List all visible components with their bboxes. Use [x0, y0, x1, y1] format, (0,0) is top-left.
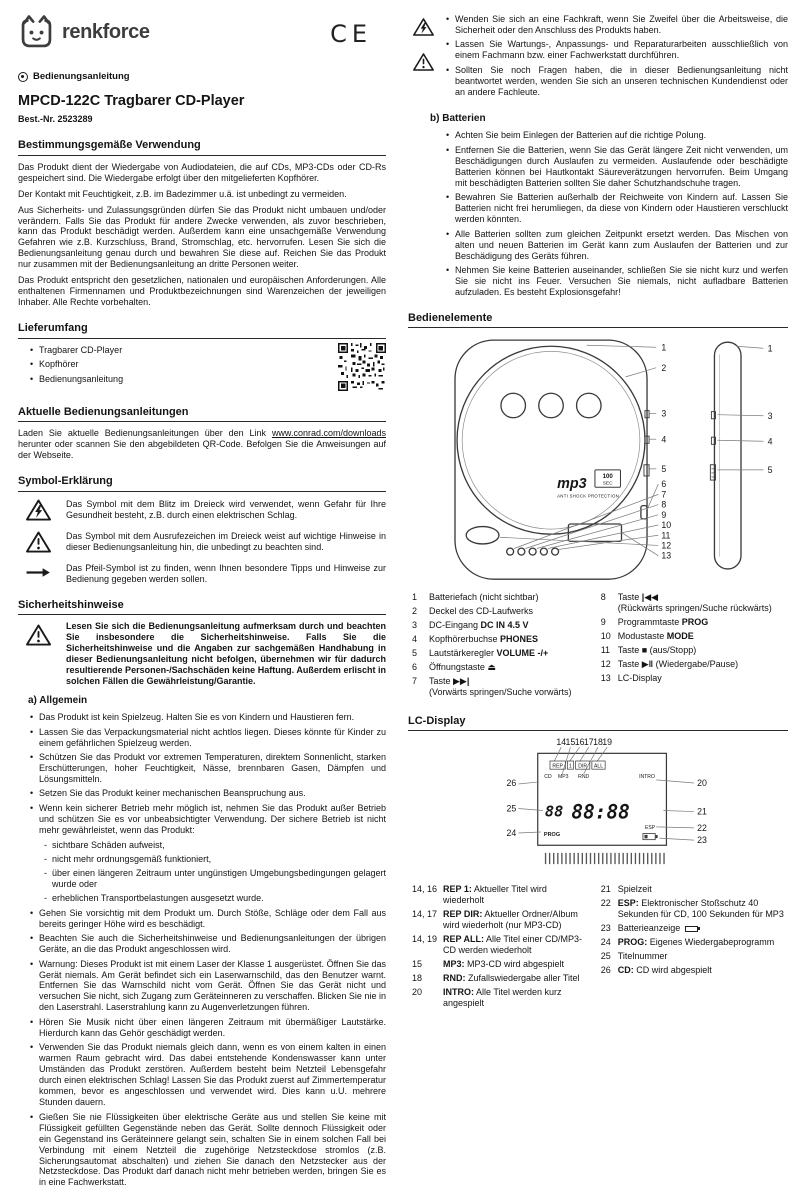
leader-lines [500, 346, 658, 556]
sub-bullet-item: - über einen längeren Zeitraum unter ungünstigen Umgebungsbedingungen gelagert wurde oder [44, 868, 386, 890]
paragraph: Aus Sicherheits- und Zulassungsgründen dürfen Sie das Produkt nicht umbauen und/oder verändern. Falls Sie das Produkt für andere Zwecke verwenden, als zuvor beschrieben, kann das Produkt beschädigt werden. Außerdem kann eine unsachgemäße Verwendung Gefahren wie z.B. Kurzschluss, Brand, Stromschlag, etc. hervorrufen. Lesen Sie sich die Bedienungsanleitung genau durch und bewahren Sie diese auf. Reichen Sie das Produkt nur zusammen mit der Bedienungsanleitung an dritte Personen weiter. [18, 204, 386, 270]
mp3-logo: mp3 [557, 476, 587, 493]
display-item [412, 884, 589, 906]
display-item [601, 898, 788, 920]
display-item-label: Batterieanzeige [618, 923, 788, 934]
callout: 11 [661, 530, 671, 541]
doc-type-label: Bedienungsanleitung [33, 71, 130, 82]
part-number: 8 [600, 591, 606, 602]
callout: 12 [661, 540, 672, 551]
display-item [601, 923, 788, 934]
lcd-right-callouts [697, 778, 707, 845]
bullet-item: • Nehmen Sie keine Batterien auseinander, schließen Sie sie nicht kurz und werfen Sie sie nicht ins Feuer. Versuchen Sie niemals, nicht aufladbare Batterien aufzuladen. Es besteht Explosionsgefahr! [446, 265, 788, 298]
display-item-number: 25 [600, 950, 611, 961]
bullet-item: • Setzen Sie das Produkt keiner mechanischen Beanspruchung aus. [30, 788, 386, 799]
callout: 21 [697, 806, 707, 817]
callout: 17 [583, 737, 594, 748]
callout: 1 [767, 343, 773, 354]
bullet-item: • Schützen Sie das Produkt vor extremen Temperaturen, direktem Sonnenlicht, starken Erschütterungen, hoher Feuchtigkeit, Nässe, brennbaren Gasen, Dämpfen und Lösungsmitteln. [30, 752, 386, 785]
exclamation-triangle-icon [412, 52, 435, 72]
section-safety [18, 599, 386, 1189]
safety-continued [408, 14, 788, 105]
callout: 26 [506, 777, 517, 788]
badge-100: 100 [602, 473, 613, 481]
badge-sec: SEC [602, 481, 613, 487]
safety-intro [20, 621, 386, 687]
warning-icon-gutter [408, 14, 438, 105]
callout: 18 [593, 737, 603, 748]
delivery-list [30, 345, 328, 388]
subheading-general: a) Allgemein [28, 694, 88, 706]
callout: 14 [556, 737, 567, 748]
display-item-label: ESP: Elektronischer Stoßschutz 40 Sekunden für CD, 100 Sekunden für MP3 [617, 897, 784, 919]
part-label: Lautstärkeregler VOLUME -/+ [429, 647, 549, 658]
parts-list [412, 592, 788, 701]
part-item [601, 617, 788, 628]
doc-type-line [18, 71, 386, 83]
safety-general-list-2 [30, 908, 386, 1189]
section-heading: LC-Display [408, 715, 788, 731]
part-number: 12 [600, 658, 611, 669]
callout: 15 [565, 737, 576, 748]
lcd-left-callouts [507, 778, 517, 838]
section-heading: Bedienelemente [408, 312, 788, 328]
callout: 7 [661, 489, 667, 500]
manuals-text [18, 428, 386, 461]
safety-general-list [30, 712, 386, 836]
callout: 10 [661, 520, 672, 531]
part-label: Deckel des CD-Laufwerks [429, 605, 534, 616]
list-item: • Kopfhörer [30, 359, 328, 370]
lightning-triangle-icon [25, 498, 52, 522]
header [18, 14, 386, 51]
display-item-label: REP ALL: Alle Titel einer CD/MP3-CD werden wiederholt [443, 933, 583, 955]
manuals-text-before: Laden Sie aktuelle Bedienungsanleitungen über den Link [18, 428, 272, 439]
part-item [412, 620, 589, 631]
bullet-item: • Bewahren Sie Batterien außerhalb der Reichweite von Kindern auf. Lassen Sie Batterien nicht frei herumliegen, da diese von Kindern oder Haustieren verschluckt werden könnten. [446, 192, 788, 225]
section-intended-use [18, 139, 386, 308]
paragraph: Der Kontakt mit Feuchtigkeit, z.B. im Badezimmer u.ä. ist unbedingt zu vermeiden. [18, 188, 347, 199]
display-item-number: 24 [600, 936, 611, 947]
bullet-item: • Achten Sie beim Einlegen der Batterien auf die richtige Polung. [446, 130, 788, 141]
intro-indicator: INTRO [639, 773, 655, 780]
section-heading: Lieferumfang [18, 322, 386, 338]
display-item-number: 20 [412, 986, 423, 997]
paragraph: Das Produkt dient der Wiedergabe von Audiodateien, die auf CDs, MP3-CDs oder CD-Rs gespeichert sind. Die Wiedergabe erfolgt über den mitgelieferten Kopfhörer. [18, 161, 386, 183]
bullet-item: • Das Produkt ist kein Spielzeug. Halten Sie es von Kindern und Haustieren fern. [30, 712, 386, 723]
order-number: Best.-Nr. 2523289 [18, 114, 93, 125]
display-item-number: 23 [600, 922, 611, 933]
language-icon [18, 72, 28, 82]
side-view [710, 343, 741, 570]
front-callouts [661, 343, 671, 561]
lightning-triangle-icon [412, 17, 435, 37]
callout: 22 [697, 822, 707, 833]
bullet-item: • Wenden Sie sich an eine Fachkraft, wenn Sie Zweifel über die Arbeitsweise, die Sicherheit oder den Anschluss des Produkts haben. [446, 14, 788, 36]
conrad-downloads-link[interactable]: www.conrad.com/downloads [271, 428, 386, 439]
part-item [601, 592, 788, 614]
display-item-label: Titelnummer [617, 950, 668, 961]
left-column [18, 14, 386, 1192]
sub-bullet-item: - sichtbare Schäden aufweist, [44, 840, 386, 851]
part-label: Programmtaste PROG [617, 616, 709, 627]
list-item: • Tragbarer CD-Player [30, 345, 328, 356]
brand-name: renkforce [62, 21, 150, 44]
callout: 19 [602, 737, 613, 748]
renkforce-logo-icon [18, 14, 55, 51]
symbol-row [20, 562, 386, 585]
display-item-number: 26 [600, 964, 611, 975]
display-item-number: 14, 19 [412, 933, 438, 944]
lcd-top-callouts [556, 737, 612, 747]
part-number: 3 [412, 619, 418, 630]
display-item [601, 951, 788, 962]
display-item-label: REP 1: Aktueller Titel wird wiederholt [443, 883, 547, 905]
section-heading: Aktuelle Bedienungsanleitungen [18, 406, 386, 422]
subheading-batteries: b) Batterien [430, 113, 486, 125]
bullet-item: • Lassen Sie Wartungs-, Anpassungs- und Reparaturarbeiten ausschließlich von einem Fachmann bzw. einer Fachwerkstatt durchführen. [446, 39, 788, 61]
bullet-item: • Sollten Sie noch Fragen haben, die in dieser Bedienungsanleitung nicht beantwortet werden, wenden Sie sich an unseren technischen Kundendienst oder an andere Fachleute. [446, 65, 788, 98]
bullet-item: • Lassen Sie das Verpackungsmaterial nicht achtlos liegen. Dieses könnte für Kinder zu einem gefährlichen Spielzeug werden. [30, 727, 386, 749]
callout: 9 [661, 510, 667, 521]
section-heading: Bestimmungsgemäße Verwendung [18, 139, 386, 155]
bullet-item: • Wenn kein sicherer Betrieb mehr möglich ist, nehmen Sie das Produkt außer Betrieb und schützen Sie es vor unbeabsichtigter Verwendung. Der sichere Betrieb ist nicht mehr gewährleistet, wenn das Produkt: [30, 803, 386, 836]
part-label: LC-Display [617, 672, 662, 683]
display-item-label: MP3: MP3-CD wird abgespielt [443, 958, 565, 969]
section-heading: Sicherheitshinweise [18, 599, 386, 615]
part-number: 10 [600, 630, 611, 641]
part-item [412, 606, 589, 617]
list-item: • Bedienungsanleitung [30, 374, 328, 385]
callout: 13 [661, 551, 672, 562]
exclamation-triangle-icon [25, 623, 52, 647]
display-item-number: 22 [600, 897, 611, 908]
display-item [412, 959, 589, 970]
callout: 5 [767, 465, 773, 476]
callout: 25 [506, 803, 517, 814]
callout: 16 [574, 737, 585, 748]
display-item-label: RND: Zufallswiedergabe aller Titel [443, 972, 580, 983]
bullet-item: • Alle Batterien sollten zum gleichen Zeitpunkt ersetzt werden. Das Mischen von alten und neuen Batterien im Gerät kann zum Auslaufen der Batterien und zur Beschädigung des Geräts führen. [446, 229, 788, 262]
dir-indicator: DIR [578, 763, 588, 770]
display-item [601, 965, 788, 976]
display-item-number: 14, 17 [412, 908, 438, 919]
part-number: 1 [412, 591, 418, 602]
symbol-text: Das Symbol mit dem Blitz im Dreieck wird verwendet, wenn Gefahr für Ihre Gesundheit besteht, z.B. durch einen elektrischen Schlag. [66, 498, 386, 520]
rnd-indicator: RND [578, 773, 590, 780]
bullet-item: • Verwenden Sie das Produkt niemals gleich dann, wenn es von einem kalten in einen warmen Raum gebracht wird. Das dabei entstehende Kondenswasser kann unter Umständen das Produkt zerstören. Außerdem besteht beim Netzteil Lebensgefahr durch einen elektrischen Schlag! Lassen Sie das Produkt zuerst auf Zimmertemperatur kommen, bevor es angeschlossen und verwendet wird. Dies kann u.U. mehrere Stunden dauern. [30, 1042, 386, 1108]
part-item [601, 673, 788, 684]
display-item-label: REP DIR: Aktueller Ordner/Album wird wiederholt (nur MP3-CD) [443, 908, 578, 930]
callout: 1 [661, 342, 667, 353]
bullet-item: • Warnung: Dieses Produkt ist mit einem Laser der Klasse 1 ausgerüstet. Öffnen Sie das Gerät niemals. Am Gerät befindet sich ein Laserwarnschild, das den Benutzer warnt. Entfernen Sie das Warnschild nicht vom Gerät. Öffnen Sie das Gerät nicht und versuchen Sie nicht, sich Zugang zum Geräteinneren zu verschaffen. Blicken Sie nie in den Laserstrahl. Laserstrahlung kann zu Augenverletzungen führen. [30, 959, 386, 1014]
callout: 4 [661, 434, 667, 445]
display-item [412, 987, 589, 1009]
callout: 3 [767, 411, 773, 422]
battery-list [446, 130, 788, 298]
section-symbols [18, 475, 386, 584]
bullet-item: • Hören Sie Musik nicht über einen längeren Zeitraum mit übermäßiger Lautstärke. Hierdurch kann das Gehör geschädigt werden. [30, 1017, 386, 1039]
qr-code [338, 343, 386, 391]
part-label: Modustaste MODE [617, 630, 694, 641]
part-item [601, 659, 788, 670]
part-number: 13 [600, 672, 611, 683]
battery-icon [685, 926, 698, 932]
bullet-item: • Beachten Sie auch die Sicherheitshinweise und Bedienungsanleitungen der übrigen Geräte, an die das Produkt angeschlossen wird. [30, 933, 386, 955]
anti-shock-label: ANTI SHOCK PROTECTION [557, 493, 619, 499]
callout: 3 [661, 409, 667, 420]
bullet-item: • Gehen Sie vorsichtig mit dem Produkt um. Durch Stöße, Schläge oder dem Fall aus bereits geringer Höhe wird es beschädigt. [30, 908, 386, 930]
part-number: 2 [412, 605, 418, 616]
part-item [412, 662, 589, 673]
parts-list-left [412, 592, 589, 701]
part-item [412, 592, 589, 603]
part-item [412, 648, 589, 659]
exclamation-triangle-icon [25, 530, 52, 554]
callout: 4 [767, 436, 773, 447]
part-item [412, 676, 589, 698]
part-label: Kopfhörerbuchse PHONES [429, 633, 539, 644]
arrow-icon [25, 567, 51, 578]
display-item-label: PROG: Eigenes Wiedergabeprogramm [617, 936, 775, 947]
section-heading: Symbol-Erklärung [18, 475, 386, 491]
callout: 23 [697, 835, 707, 846]
renkforce-logo [18, 14, 150, 51]
display-item-number: 14, 16 [412, 883, 438, 894]
display-item [601, 884, 788, 895]
display-legend [412, 884, 788, 1012]
display-item-label: CD: CD wird abgespielt [617, 964, 712, 975]
controls-diagram [408, 334, 788, 587]
display-diagram [408, 737, 788, 880]
bullet-item: • Gießen Sie nie Flüssigkeiten über elektrische Geräte aus und stellen Sie keine mit Flüssigkeit gefüllten Gegenstände neben das Gerät. Sollte dennoch Flüssigkeit oder ein Gegenstand ins Geräteinnere gelangt sein, schalten Sie in einem solchen Fall bei Verbindung mit einem Netzteil die zugehörige Netzsteckdose stromlos (z.B. Sicherungsautomat abschalten) und ziehen Sie danach den Netzstecker aus der Netzsteckdose. Das Produkt darf danach nicht mehr betrieben werden, bringen Sie es in eine Fachwerkstatt. [30, 1112, 386, 1189]
parts-list-right [601, 592, 788, 701]
display-item [601, 937, 788, 948]
safety-intro-text: Lesen Sie sich die Bedienungsanleitung aufmerksam durch und beachten Sie insbesondere die Sicherheitshinweise. Falls Sie die Sicherheitshinweise und die Angaben zur sachgemäßen Handhabung in dieser Bedienungsanleitung nicht befolgen, übernehmen wir für dadurch resultierende Personen-/Sachschäden keine Haftung. Außerdem erlischt in solchen Fällen die Gewährleistung/Garantie. [66, 621, 386, 686]
side-callouts [768, 344, 773, 476]
display-item [412, 973, 589, 984]
part-label: Taste ▶▶| (Vorwärts springen/Suche vorwärts) [429, 675, 572, 697]
symbol-text: Das Pfeil-Symbol ist zu finden, wenn Ihnen besondere Tipps und Hinweise zur Bedienung gegeben werden sollen. [66, 562, 386, 584]
one-indicator: 1 [568, 763, 572, 770]
part-number: 11 [600, 644, 611, 655]
part-label: Batteriefach (nicht sichtbar) [429, 591, 539, 602]
display-item-number: 21 [600, 883, 611, 894]
rep-indicator: REP [552, 763, 563, 770]
symbol-row [20, 530, 386, 554]
part-label: Öffnungstaste ⏏ [429, 661, 496, 672]
paragraph: Das Produkt entspricht den gesetzlichen, nationalen und europäischen Anforderungen. Alle enthaltenen Firmennamen und Produktbezeichnungen sind Warenzeichen der jeweiligen Inhaber. Alle Rechte vorbehalten. [18, 275, 386, 308]
section-delivery [18, 322, 386, 392]
part-number: 5 [412, 647, 418, 658]
safety-continued-list [446, 14, 788, 101]
display-item-label: INTRO: Alle Titel werden kurz angespielt [443, 986, 562, 1008]
right-column [408, 14, 788, 1192]
callout: 20 [697, 777, 707, 788]
display-item-label: Spielzeit [617, 883, 652, 894]
safety-general-sublist [44, 840, 386, 904]
part-label: Taste ■ (aus/Stopp) [617, 644, 697, 655]
esp-indicator: ESP [644, 824, 656, 831]
callout: 2 [661, 363, 667, 374]
display-item [412, 934, 589, 956]
part-number: 7 [412, 675, 418, 686]
bullet-item: • Entfernen Sie die Batterien, wenn Sie das Gerät längere Zeit nicht verwenden, um Beschädigungen durch Auslaufen zu vermeiden. Auslaufende oder beschädigte Batterien können bei Hautkontakt Säureverätzungen hervorrufen. Beim Umgang mit beschädigten Batterien sollten Sie daher Schutzhandschuhe tragen. [446, 145, 788, 189]
sub-bullet-item: - nicht mehr ordnungsgemäß funktioniert, [44, 854, 386, 865]
sub-bullet-item: - erheblichen Transportbelastungen ausgesetzt wurde. [44, 893, 386, 904]
battery-indicator-icon [643, 833, 658, 839]
cd-indicator: CD [544, 773, 552, 780]
ce-mark: CE [330, 20, 372, 48]
part-number: 6 [412, 661, 418, 672]
part-label: DC-Eingang DC IN 4.5 V [429, 619, 529, 630]
display-item-number: 15 [412, 958, 423, 969]
track-digits: 88 [544, 802, 564, 821]
page-title: MPCD-122C Tragbarer CD-Player [18, 92, 245, 109]
part-label: Taste |◀◀ (Rückwärts springen/Suche rückwärts) [617, 591, 772, 613]
manuals-text-after: herunter oder scannen Sie den abgebildeten QR-Code. Befolgen Sie die Anweisungen auf der Webseite. [18, 439, 386, 461]
lcd-leader-lines [518, 747, 694, 840]
all-indicator: ALL [593, 763, 604, 770]
part-item [412, 634, 589, 645]
callout: 24 [506, 828, 517, 839]
callout: 6 [661, 479, 667, 490]
part-number: 9 [600, 616, 606, 627]
part-item [601, 631, 788, 642]
display-list-right [601, 884, 788, 1012]
display-list-left [412, 884, 589, 1012]
time-digits: 88:88 [571, 800, 630, 824]
callout: 8 [661, 500, 667, 511]
prog-indicator: PROG [543, 832, 561, 839]
callout: 5 [661, 464, 667, 475]
section-current-manuals [18, 406, 386, 461]
display-item [412, 909, 589, 931]
symbol-text: Das Symbol mit dem Ausrufezeichen im Dreieck weist auf wichtige Hinweise in dieser Bedienungsanleitung hin, die unbedingt zu beachten sind. [66, 530, 386, 552]
part-number: 4 [412, 633, 418, 644]
part-label: Taste ▶‖ (Wiedergabe/Pause) [617, 658, 739, 669]
mp3-indicator: MP3 [558, 773, 569, 780]
display-item-number: 18 [412, 972, 423, 983]
symbol-row [20, 498, 386, 522]
part-item [601, 645, 788, 656]
